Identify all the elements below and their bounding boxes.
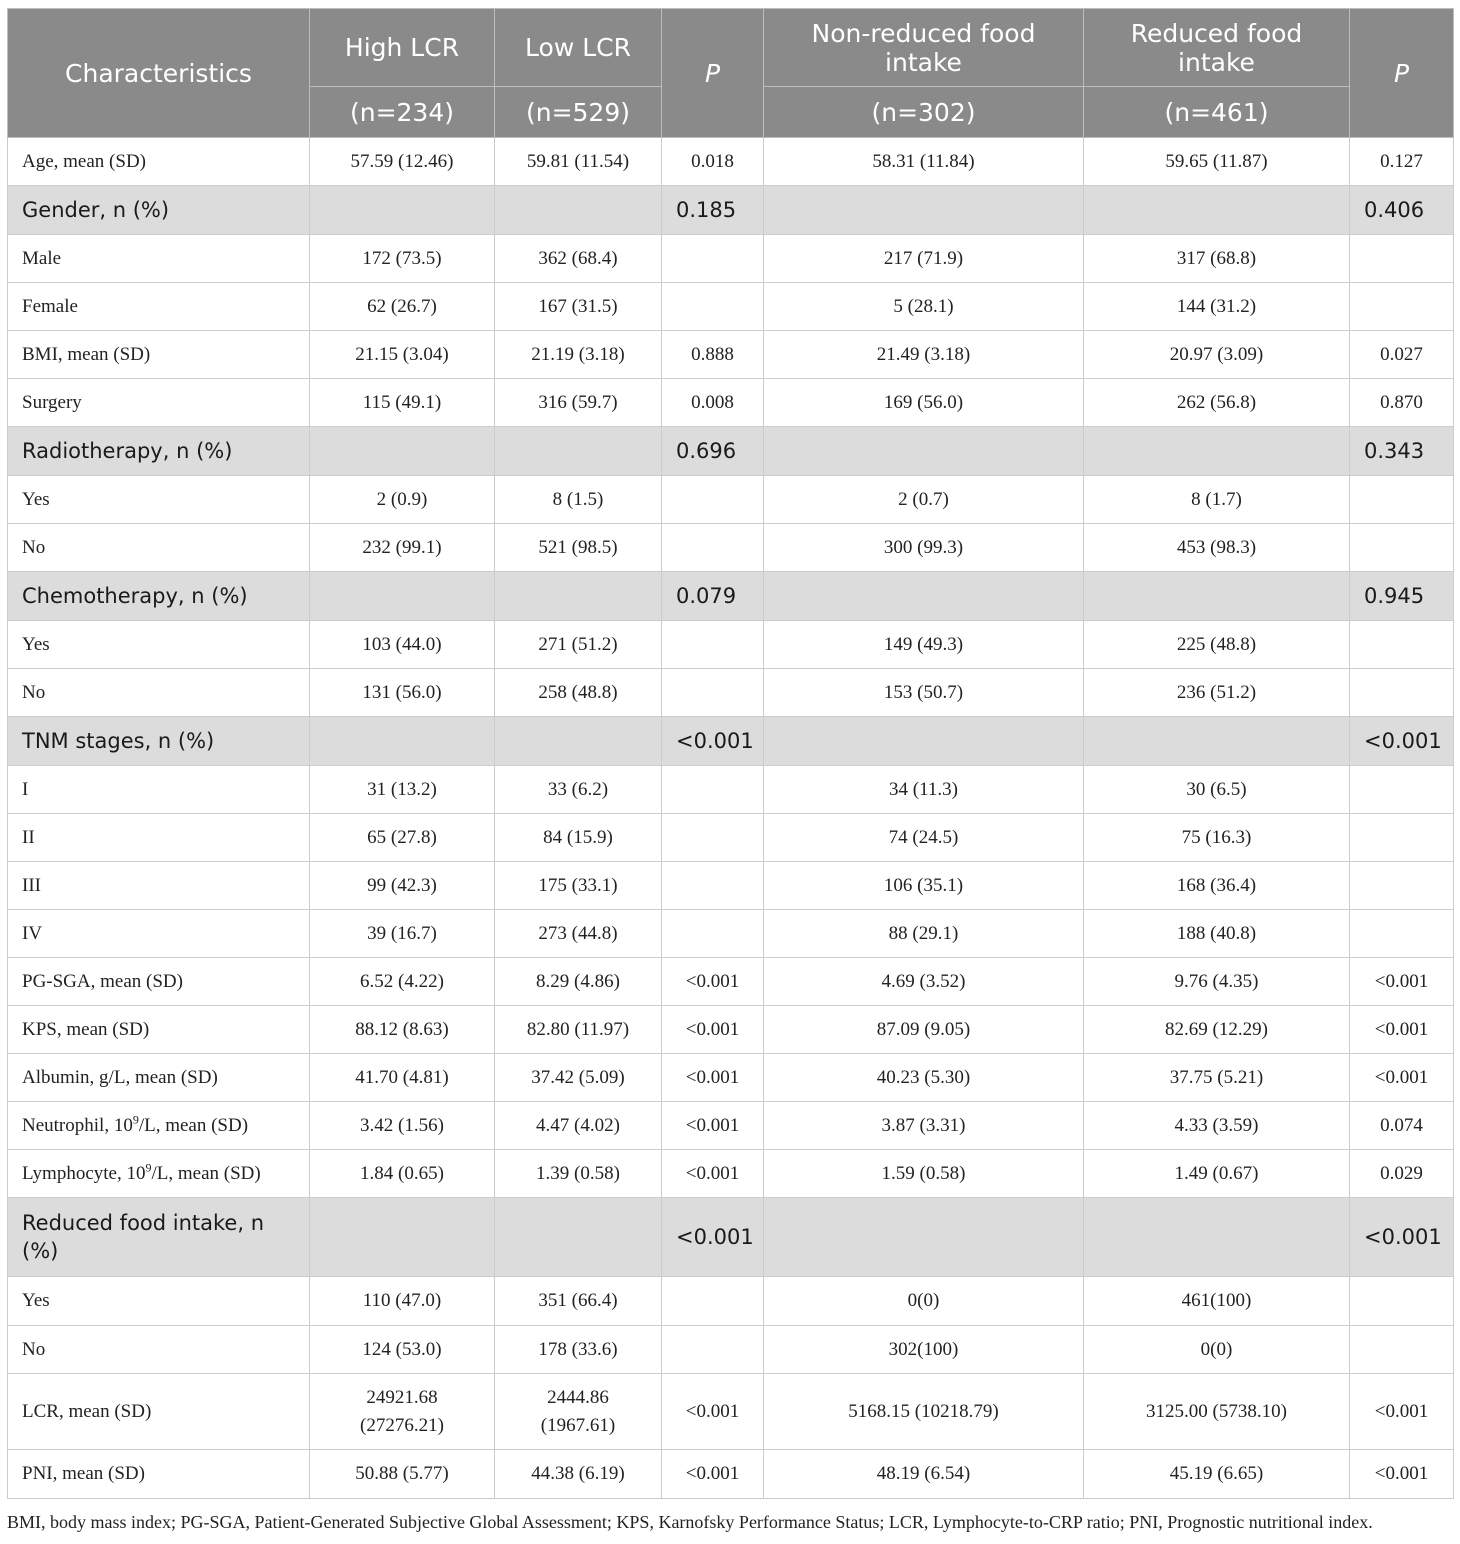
cell-p-food: 0.406 <box>1350 186 1454 235</box>
header-n-non-reduced: (n=302) <box>764 87 1084 138</box>
cell-low-lcr: 258 (48.8) <box>495 669 662 717</box>
cell-p-lcr: <0.001 <box>662 1450 764 1499</box>
cell-p-food <box>1350 524 1454 572</box>
cell-p-food: <0.001 <box>1350 717 1454 766</box>
row-label: IV <box>8 910 310 958</box>
table-row <box>8 283 1454 331</box>
cell-p-food <box>1350 814 1454 862</box>
cell-reduced: 3125.00 (5738.10) <box>1084 1374 1350 1450</box>
cell-reduced: 30 (6.5) <box>1084 766 1350 814</box>
cell-high-lcr: 62 (26.7) <box>310 283 495 331</box>
section-label: TNM stages, n (%) <box>8 717 310 766</box>
cell-p-lcr <box>662 910 764 958</box>
cell-non-reduced: 302(100) <box>764 1326 1084 1374</box>
cell-non-reduced: 169 (56.0) <box>764 379 1084 427</box>
cell-non-reduced: 149 (49.3) <box>764 621 1084 669</box>
cell-reduced: 144 (31.2) <box>1084 283 1350 331</box>
cell-low-lcr: 167 (31.5) <box>495 283 662 331</box>
row-label <box>8 1102 310 1150</box>
row-label: Surgery <box>8 379 310 427</box>
cell-non-reduced: 5 (28.1) <box>764 283 1084 331</box>
cell-high-lcr: 115 (49.1) <box>310 379 495 427</box>
cell-non-reduced: 3.87 (3.31) <box>764 1102 1084 1150</box>
header-non-reduced: Non-reduced food intake <box>764 9 1084 87</box>
cell-high-lcr: 2 (0.9) <box>310 476 495 524</box>
cell-p-lcr: <0.001 <box>662 1374 764 1450</box>
cell-non-reduced: 87.09 (9.05) <box>764 1006 1084 1054</box>
table-row <box>8 958 1454 1006</box>
cell-p-lcr: <0.001 <box>662 1150 764 1198</box>
header-characteristics: Characteristics <box>8 9 310 138</box>
cell-p-food: <0.001 <box>1350 958 1454 1006</box>
table-row <box>8 766 1454 814</box>
cell-non-reduced: 58.31 (11.84) <box>764 138 1084 186</box>
cell-p-food: 0.945 <box>1350 572 1454 621</box>
cell-p-food <box>1350 283 1454 331</box>
cell-high-lcr <box>310 572 495 621</box>
cell-p-lcr <box>662 283 764 331</box>
cell-high-lcr: 131 (56.0) <box>310 669 495 717</box>
table-row <box>8 379 1454 427</box>
section-label: Reduced food intake, n (%) <box>8 1198 310 1277</box>
cell-p-food <box>1350 862 1454 910</box>
cell-high-lcr <box>310 717 495 766</box>
cell-p-food: <0.001 <box>1350 1006 1454 1054</box>
cell-p-lcr: 0.696 <box>662 427 764 476</box>
table-row <box>8 1277 1454 1326</box>
cell-low-lcr: 37.42 (5.09) <box>495 1054 662 1102</box>
cell-non-reduced: 40.23 (5.30) <box>764 1054 1084 1102</box>
row-label-unit: /L, mean (SD) <box>151 1162 261 1184</box>
cell-low-lcr: 84 (15.9) <box>495 814 662 862</box>
header-n-reduced: (n=461) <box>1084 87 1350 138</box>
cell-p-lcr <box>662 524 764 572</box>
cell-p-lcr: <0.001 <box>662 958 764 1006</box>
cell-low-lcr: 82.80 (11.97) <box>495 1006 662 1054</box>
cell-reduced: 4.33 (3.59) <box>1084 1102 1350 1150</box>
cell-p-lcr <box>662 1277 764 1326</box>
cell-reduced: 188 (40.8) <box>1084 910 1350 958</box>
header-n-low: (n=529) <box>495 87 662 138</box>
row-label-text: Neutrophil, 10 <box>22 1114 133 1136</box>
cell-high-lcr: 99 (42.3) <box>310 862 495 910</box>
table-row <box>8 524 1454 572</box>
cell-non-reduced: 1.59 (0.58) <box>764 1150 1084 1198</box>
cell-p-food: 0.029 <box>1350 1150 1454 1198</box>
row-label: Yes <box>8 621 310 669</box>
row-label: No <box>8 524 310 572</box>
cell-p-lcr <box>662 621 764 669</box>
cell-low-lcr: 59.81 (11.54) <box>495 138 662 186</box>
cell-reduced: 59.65 (11.87) <box>1084 138 1350 186</box>
cell-low-lcr <box>495 572 662 621</box>
row-label: II <box>8 814 310 862</box>
row-label: Yes <box>8 476 310 524</box>
table-row <box>8 910 1454 958</box>
cell-low-lcr: 8 (1.5) <box>495 476 662 524</box>
cell-low-lcr: 8.29 (4.86) <box>495 958 662 1006</box>
cell-reduced: 82.69 (12.29) <box>1084 1006 1350 1054</box>
row-label-unit: /L, mean (SD) <box>138 1114 249 1136</box>
cell-reduced <box>1084 427 1350 476</box>
cell-non-reduced: 0(0) <box>764 1277 1084 1326</box>
cell-reduced: 262 (56.8) <box>1084 379 1350 427</box>
row-label: Male <box>8 235 310 283</box>
cell-non-reduced <box>764 186 1084 235</box>
cell-low-lcr: 1.39 (0.58) <box>495 1150 662 1198</box>
table-row <box>8 476 1454 524</box>
row-label-exponent: 9 <box>132 1112 139 1127</box>
cell-low-lcr: 33 (6.2) <box>495 766 662 814</box>
cell-non-reduced: 34 (11.3) <box>764 766 1084 814</box>
cell-p-lcr: 0.008 <box>662 379 764 427</box>
section-label: Gender, n (%) <box>8 186 310 235</box>
cell-non-reduced: 88 (29.1) <box>764 910 1084 958</box>
cell-p-food <box>1350 476 1454 524</box>
row-label-exponent: 9 <box>145 1160 152 1175</box>
table-row <box>8 1450 1454 1499</box>
row-label <box>8 1150 310 1198</box>
row-label: Albumin, g/L, mean (SD) <box>8 1054 310 1102</box>
cell-reduced: 225 (48.8) <box>1084 621 1350 669</box>
cell-p-lcr <box>662 862 764 910</box>
cell-low-lcr: 316 (59.7) <box>495 379 662 427</box>
cell-reduced: 0(0) <box>1084 1326 1350 1374</box>
table-row <box>8 1150 1454 1198</box>
cell-non-reduced: 217 (71.9) <box>764 235 1084 283</box>
cell-p-food: 0.027 <box>1350 331 1454 379</box>
cell-high-lcr: 3.42 (1.56) <box>310 1102 495 1150</box>
table-row <box>8 862 1454 910</box>
cell-non-reduced: 74 (24.5) <box>764 814 1084 862</box>
header-n-high: (n=234) <box>310 87 495 138</box>
row-label: PG-SGA, mean (SD) <box>8 958 310 1006</box>
table-row <box>8 235 1454 283</box>
cell-high-lcr <box>310 1374 495 1450</box>
cell-p-lcr <box>662 814 764 862</box>
cell-high-lcr: 39 (16.7) <box>310 910 495 958</box>
row-label: I <box>8 766 310 814</box>
cell-low-lcr: 351 (66.4) <box>495 1277 662 1326</box>
cell-non-reduced <box>764 572 1084 621</box>
cell-high-lcr: 6.52 (4.22) <box>310 958 495 1006</box>
cell-p-lcr: 0.888 <box>662 331 764 379</box>
cell-p-food <box>1350 1326 1454 1374</box>
table-row <box>8 331 1454 379</box>
cell-p-lcr: <0.001 <box>662 1054 764 1102</box>
table-row <box>8 1374 1454 1450</box>
cell-non-reduced: 153 (50.7) <box>764 669 1084 717</box>
cell-reduced: 168 (36.4) <box>1084 862 1350 910</box>
row-label-text: Lymphocyte, 10 <box>22 1162 146 1184</box>
cell-p-food: <0.001 <box>1350 1450 1454 1499</box>
section-label: Radiotherapy, n (%) <box>8 427 310 476</box>
cell-p-food <box>1350 621 1454 669</box>
header-p-food: P <box>1350 9 1454 138</box>
cell-low-lcr: 178 (33.6) <box>495 1326 662 1374</box>
cell-high-lcr: 50.88 (5.77) <box>310 1450 495 1499</box>
cell-p-food: 0.343 <box>1350 427 1454 476</box>
cell-p-food: 0.074 <box>1350 1102 1454 1150</box>
cell-low-lcr: 4.47 (4.02) <box>495 1102 662 1150</box>
table-row <box>8 1326 1454 1374</box>
cell-reduced: 9.76 (4.35) <box>1084 958 1350 1006</box>
cell-reduced <box>1084 717 1350 766</box>
cell-reduced: 75 (16.3) <box>1084 814 1350 862</box>
cell-high-lcr: 41.70 (4.81) <box>310 1054 495 1102</box>
cell-non-reduced <box>764 427 1084 476</box>
cell-p-lcr: 0.079 <box>662 572 764 621</box>
cell-non-reduced <box>764 717 1084 766</box>
table-row <box>8 1006 1454 1054</box>
cell-p-lcr: <0.001 <box>662 1102 764 1150</box>
cell-low-lcr: 521 (98.5) <box>495 524 662 572</box>
cell-p-food: 0.870 <box>1350 379 1454 427</box>
cell-non-reduced <box>764 1198 1084 1277</box>
table-footnote: BMI, body mass index; PG-SGA, Patient-Generated Subjective Global Assessment; KPS, Karnofsky Performance Status; LCR, Lymphocyte-to-CRP ratio; PNI, Prognostic nutritional index. <box>7 1512 1373 1532</box>
cell-low-lcr <box>495 717 662 766</box>
cell-high-lcr: 88.12 (8.63) <box>310 1006 495 1054</box>
row-label: KPS, mean (SD) <box>8 1006 310 1054</box>
cell-p-lcr: 0.018 <box>662 138 764 186</box>
row-label: No <box>8 669 310 717</box>
cell-p-food <box>1350 766 1454 814</box>
cell-reduced: 45.19 (6.65) <box>1084 1450 1350 1499</box>
row-label: Age, mean (SD) <box>8 138 310 186</box>
cell-reduced: 37.75 (5.21) <box>1084 1054 1350 1102</box>
cell-p-lcr <box>662 476 764 524</box>
cell-low-lcr: 44.38 (6.19) <box>495 1450 662 1499</box>
cell-high-lcr: 110 (47.0) <box>310 1277 495 1326</box>
cell-low-lcr: 271 (51.2) <box>495 621 662 669</box>
row-label: LCR, mean (SD) <box>8 1374 310 1450</box>
cell-low-lcr: 273 (44.8) <box>495 910 662 958</box>
cell-p-food <box>1350 235 1454 283</box>
cell-p-lcr <box>662 235 764 283</box>
cell-low-lcr <box>495 427 662 476</box>
cell-high-lcr: 172 (73.5) <box>310 235 495 283</box>
cell-high-lcr: 124 (53.0) <box>310 1326 495 1374</box>
cell-p-food: <0.001 <box>1350 1374 1454 1450</box>
table-row <box>8 138 1454 186</box>
cell-reduced: 1.49 (0.67) <box>1084 1150 1350 1198</box>
section-row <box>8 186 1454 235</box>
row-label: Female <box>8 283 310 331</box>
section-row <box>8 1198 1454 1277</box>
cell-high-lcr: 21.15 (3.04) <box>310 331 495 379</box>
cell-p-lcr: <0.001 <box>662 1006 764 1054</box>
cell-non-reduced: 2 (0.7) <box>764 476 1084 524</box>
cell-reduced: 8 (1.7) <box>1084 476 1350 524</box>
cell-p-lcr <box>662 1326 764 1374</box>
cell-non-reduced: 21.49 (3.18) <box>764 331 1084 379</box>
cell-high-lcr <box>310 427 495 476</box>
cell-low-lcr <box>495 186 662 235</box>
cell-high-lcr <box>310 186 495 235</box>
cell-p-food: <0.001 <box>1350 1054 1454 1102</box>
cell-reduced: 461(100) <box>1084 1277 1350 1326</box>
cell-low-lcr <box>495 1198 662 1277</box>
section-row <box>8 717 1454 766</box>
cell-low-lcr-sd: (1967.61) <box>540 1414 616 1436</box>
cell-high-lcr: 1.84 (0.65) <box>310 1150 495 1198</box>
header-low-lcr: Low LCR <box>495 9 662 87</box>
table-row <box>8 669 1454 717</box>
table-row <box>8 1054 1454 1102</box>
cell-low-lcr: 175 (33.1) <box>495 862 662 910</box>
cell-reduced <box>1084 1198 1350 1277</box>
cell-high-lcr-mean: 24921.68 <box>366 1386 438 1408</box>
row-label: PNI, mean (SD) <box>8 1450 310 1499</box>
cell-reduced <box>1084 572 1350 621</box>
cell-p-lcr <box>662 669 764 717</box>
cell-low-lcr <box>495 1374 662 1450</box>
cell-p-food <box>1350 910 1454 958</box>
cell-high-lcr: 103 (44.0) <box>310 621 495 669</box>
table-row <box>8 814 1454 862</box>
header-reduced: Reduced food intake <box>1084 9 1350 87</box>
cell-non-reduced: 4.69 (3.52) <box>764 958 1084 1006</box>
section-row <box>8 572 1454 621</box>
section-label: Chemotherapy, n (%) <box>8 572 310 621</box>
cell-reduced <box>1084 186 1350 235</box>
row-label: BMI, mean (SD) <box>8 331 310 379</box>
table-row <box>8 1102 1454 1150</box>
cell-non-reduced: 106 (35.1) <box>764 862 1084 910</box>
row-label: III <box>8 862 310 910</box>
cell-non-reduced: 48.19 (6.54) <box>764 1450 1084 1499</box>
cell-reduced: 453 (98.3) <box>1084 524 1350 572</box>
table-row <box>8 621 1454 669</box>
cell-high-lcr <box>310 1198 495 1277</box>
section-row <box>8 427 1454 476</box>
cell-reduced: 236 (51.2) <box>1084 669 1350 717</box>
cell-reduced: 20.97 (3.09) <box>1084 331 1350 379</box>
row-label: Yes <box>8 1277 310 1326</box>
cell-p-food: <0.001 <box>1350 1198 1454 1277</box>
cell-non-reduced: 5168.15 (10218.79) <box>764 1374 1084 1450</box>
header-p-lcr: P <box>662 9 764 138</box>
cell-high-lcr: 57.59 (12.46) <box>310 138 495 186</box>
characteristics-table <box>7 8 1454 1499</box>
cell-p-food <box>1350 1277 1454 1326</box>
cell-p-lcr: 0.185 <box>662 186 764 235</box>
cell-high-lcr: 232 (99.1) <box>310 524 495 572</box>
cell-p-lcr: <0.001 <box>662 1198 764 1277</box>
cell-low-lcr: 21.19 (3.18) <box>495 331 662 379</box>
cell-p-lcr: <0.001 <box>662 717 764 766</box>
cell-high-lcr: 65 (27.8) <box>310 814 495 862</box>
row-label: No <box>8 1326 310 1374</box>
cell-p-food <box>1350 669 1454 717</box>
cell-p-lcr <box>662 766 764 814</box>
cell-high-lcr-sd: (27276.21) <box>360 1414 444 1436</box>
cell-p-food: 0.127 <box>1350 138 1454 186</box>
cell-non-reduced: 300 (99.3) <box>764 524 1084 572</box>
cell-low-lcr: 362 (68.4) <box>495 235 662 283</box>
cell-reduced: 317 (68.8) <box>1084 235 1350 283</box>
cell-low-lcr-mean: 2444.86 <box>547 1386 609 1408</box>
cell-high-lcr: 31 (13.2) <box>310 766 495 814</box>
header-high-lcr: High LCR <box>310 9 495 87</box>
